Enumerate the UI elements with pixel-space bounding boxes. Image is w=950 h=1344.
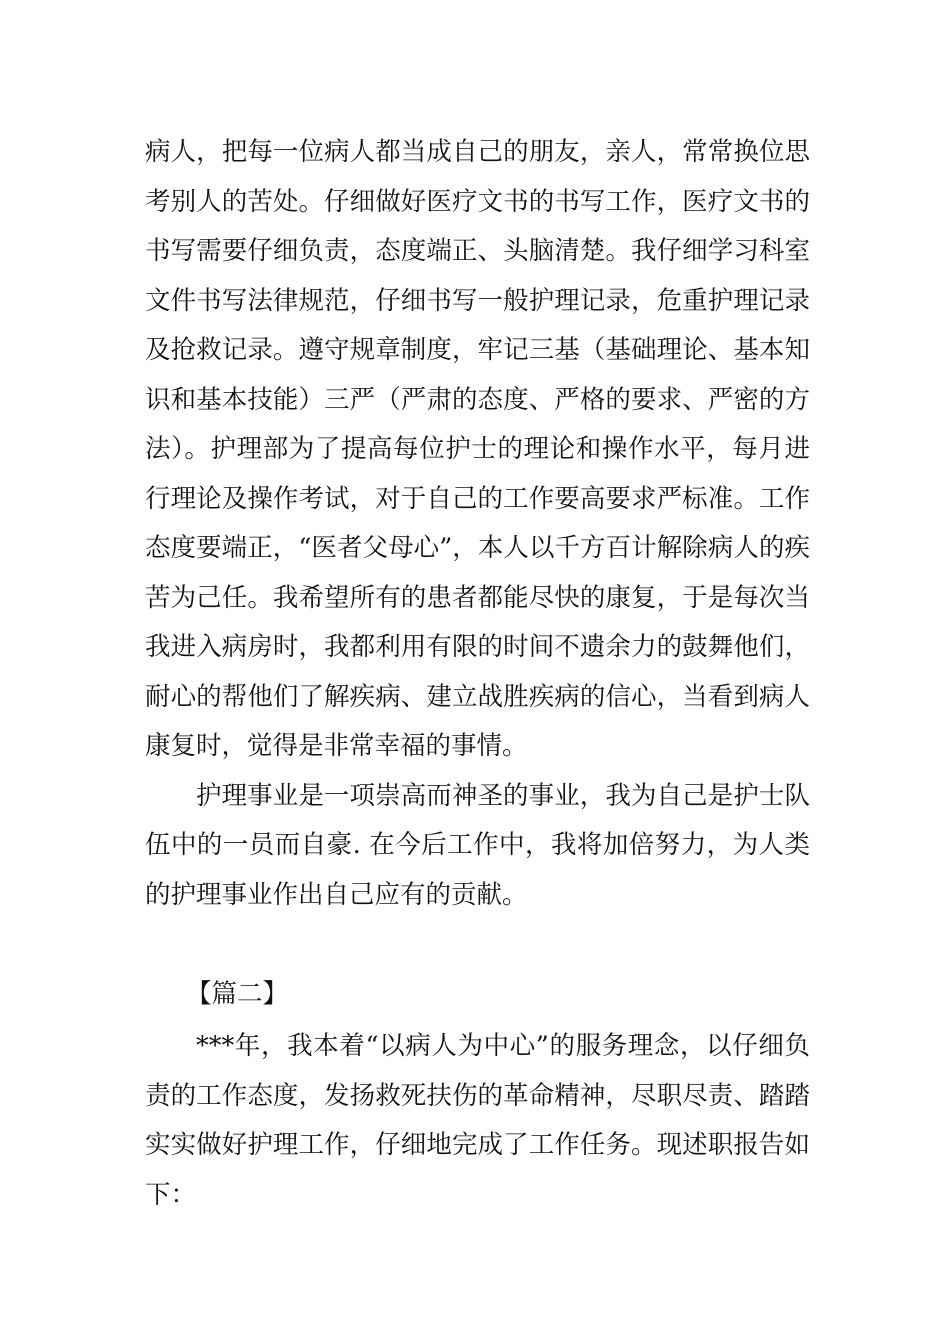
section-body [145,1022,810,1220]
paragraph-report-intro: ***年，我本着“以病人为中心”的服务理念，以仔细负责的工作态度，发扬救死扶伤的革命精神，尽职尽责、踏踏实实做好护理工作，仔细地完成了工作任务。现述职报告如下： [145,1031,810,1210]
paragraph-closing: 护理事业是一项崇高而神圣的事业，我为自己是护士队伍中的一员而自豪. 在今后工作中，我将加倍努力，为人类的护理事业作出自己应有的贡献。 [145,780,810,910]
body-text [145,128,810,920]
section-heading: 【篇二】 [186,979,289,1009]
section-heading-block [145,970,810,1020]
paragraph-continued: 病人，把每一位病人都当成自己的朋友，亲人，常常换位思考别人的苦处。仔细做好医疗文书的书写工作，医疗文书的书写需要仔细负责，态度端正、头脑清楚。我仔细学习科室文件书写法律规范，仔细书写一般护理记录，危重护理记录及抢救记录。遵守规章制度，牢记三基（基础理论、基本知识和基本技能）三严（严肃的态度、严格的要求、严密的方法）。护理部为了提高每位护士的理论和操作水平，每月进行理论及操作考试，对于自己的工作要高要求严标准。工作态度要端正，“医者父母心”，本人以千方百计解除病人的疾苦为己任。我希望所有的患者都能尽快的康复，于是每次当我进入病房时，我都利用有限的时间不遗余力的鼓舞他们，耐心的帮他们了解疾病、建立战胜疾病的信心，当看到病人康复时，觉得是非常幸福的事情。 [145,137,810,761]
